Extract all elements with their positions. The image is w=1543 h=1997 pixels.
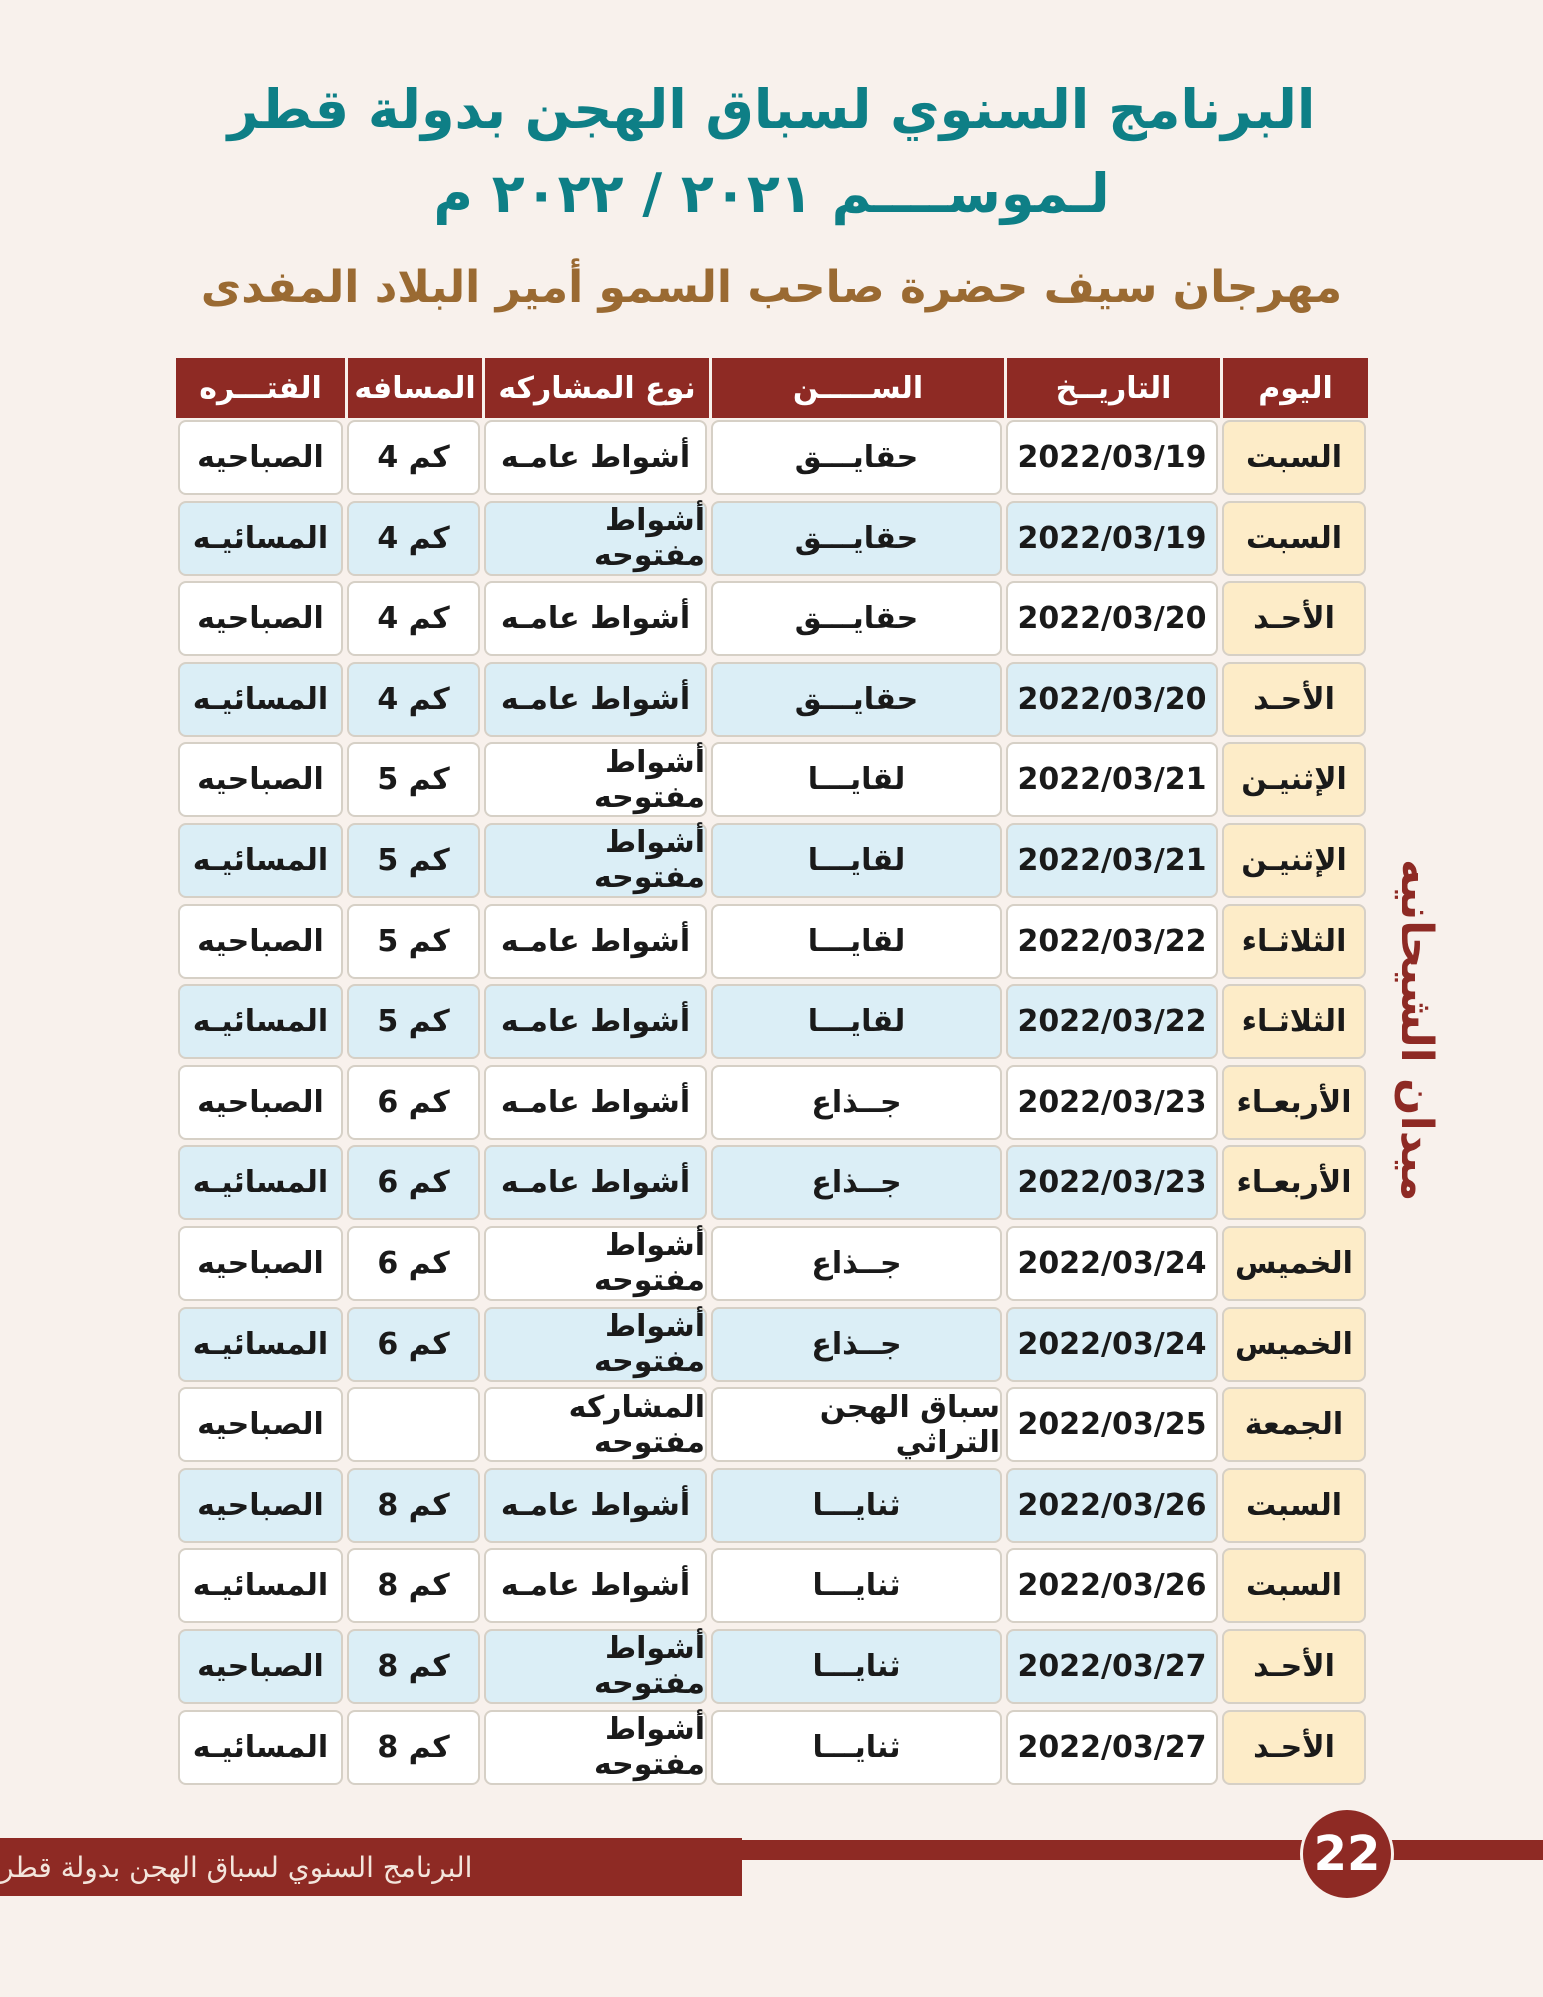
cell-age: لقايـــا — [711, 742, 1002, 817]
cell-age: جــذاع — [711, 1226, 1002, 1301]
cell-type: أشواط عامـه — [484, 1548, 707, 1623]
table-row — [176, 1708, 1368, 1789]
cell-age: جــذاع — [711, 1307, 1002, 1382]
cell-type: أشواط عامـه — [484, 984, 707, 1059]
cell-age: ثنايـــا — [711, 1629, 1002, 1704]
cell-type: أشواط مفتوحه — [484, 1710, 707, 1785]
cell-period: الصباحيه — [178, 420, 343, 495]
cell-date: 2022/03/19 — [1006, 420, 1218, 495]
cell-date: 2022/03/23 — [1006, 1145, 1218, 1220]
cell-date: 2022/03/22 — [1006, 904, 1218, 979]
cell-day: الأربعـاء — [1222, 1065, 1366, 1140]
cell-date: 2022/03/20 — [1006, 581, 1218, 656]
cell-age: جــذاع — [711, 1145, 1002, 1220]
cell-date: 2022/03/26 — [1006, 1548, 1218, 1623]
cell-distance: 6 كم — [347, 1065, 480, 1140]
cell-distance: 8 كم — [347, 1629, 480, 1704]
cell-type: أشواط مفتوحه — [484, 742, 707, 817]
cell-distance: 4 كم — [347, 581, 480, 656]
cell-day: السبت — [1222, 1468, 1366, 1543]
table-row — [176, 1627, 1368, 1708]
cell-period: الصباحيه — [178, 1468, 343, 1543]
cell-date: 2022/03/26 — [1006, 1468, 1218, 1543]
table-row — [176, 418, 1368, 499]
cell-day: الأربعـاء — [1222, 1145, 1366, 1220]
cell-age: لقايـــا — [711, 823, 1002, 898]
cell-type: أشواط مفتوحه — [484, 1629, 707, 1704]
cell-age: حقايـــق — [711, 662, 1002, 737]
table-row — [176, 660, 1368, 741]
cell-period: الصباحيه — [178, 1629, 343, 1704]
cell-age: حقايـــق — [711, 420, 1002, 495]
table-row — [176, 740, 1368, 821]
cell-day: الثلاثـاء — [1222, 904, 1366, 979]
cell-distance: 8 كم — [347, 1468, 480, 1543]
header-date: التاريــخ — [1004, 358, 1220, 418]
cell-date: 2022/03/22 — [1006, 984, 1218, 1059]
cell-day: الأحـد — [1222, 1710, 1366, 1785]
table-body — [176, 418, 1368, 1788]
header-distance: المسافه — [345, 358, 482, 418]
cell-type: أشواط عامـه — [484, 1145, 707, 1220]
cell-day: الأحـد — [1222, 581, 1366, 656]
table-header — [176, 358, 1368, 418]
header-age: الســـــن — [709, 358, 1004, 418]
cell-distance: 5 كم — [347, 984, 480, 1059]
cell-period: المسائيـه — [178, 1548, 343, 1623]
cell-distance: 8 كم — [347, 1710, 480, 1785]
cell-date: 2022/03/24 — [1006, 1307, 1218, 1382]
table-row — [176, 1546, 1368, 1627]
cell-distance: 6 كم — [347, 1307, 480, 1382]
cell-period: الصباحيه — [178, 1387, 343, 1462]
cell-age: جــذاع — [711, 1065, 1002, 1140]
cell-date: 2022/03/21 — [1006, 742, 1218, 817]
cell-age: لقايـــا — [711, 984, 1002, 1059]
cell-day: السبت — [1222, 501, 1366, 576]
table-row — [176, 579, 1368, 660]
cell-type: أشواط عامـه — [484, 581, 707, 656]
cell-period: المسائيـه — [178, 1307, 343, 1382]
cell-type: المشاركه مفتوحه — [484, 1387, 707, 1462]
table-row — [176, 499, 1368, 580]
cell-date: 2022/03/20 — [1006, 662, 1218, 737]
header-day: اليوم — [1220, 358, 1368, 418]
venue-label: ميدان الشيحانيه — [1391, 858, 1442, 1202]
cell-day: الأحـد — [1222, 1629, 1366, 1704]
cell-period: الصباحيه — [178, 742, 343, 817]
cell-age: ثنايـــا — [711, 1710, 1002, 1785]
cell-distance: 5 كم — [347, 904, 480, 979]
cell-period: المسائيـه — [178, 1710, 343, 1785]
cell-type: أشواط عامـه — [484, 1468, 707, 1543]
cell-period: الصباحيه — [178, 1226, 343, 1301]
cell-type: أشواط مفتوحه — [484, 1307, 707, 1382]
cell-day: الإثنيـن — [1222, 742, 1366, 817]
festival-subtitle: مهرجان سيف حضرة صاحب السمو أمير البلاد المفدى — [200, 262, 1343, 313]
cell-age: ثنايـــا — [711, 1548, 1002, 1623]
cell-day: السبت — [1222, 420, 1366, 495]
footer-text: البرنامج السنوي لسباق الهجن بدولة قطر — [0, 1838, 742, 1896]
cell-age: ثنايـــا — [711, 1468, 1002, 1543]
cell-day: الثلاثـاء — [1222, 984, 1366, 1059]
cell-distance: 4 كم — [347, 662, 480, 737]
cell-distance: 5 كم — [347, 823, 480, 898]
header-period: الفتـــره — [199, 370, 322, 406]
cell-date: 2022/03/27 — [1006, 1710, 1218, 1785]
cell-day: الإثنيـن — [1222, 823, 1366, 898]
table-row — [176, 1466, 1368, 1547]
cell-day: الأحـد — [1222, 662, 1366, 737]
cell-day: الخميس — [1222, 1307, 1366, 1382]
cell-period: المسائيـه — [178, 823, 343, 898]
table-row — [176, 1063, 1368, 1144]
cell-period: الصباحيه — [178, 904, 343, 979]
cell-distance: 6 كم — [347, 1145, 480, 1220]
cell-day: الجمعة — [1222, 1387, 1366, 1462]
cell-period: المسائيـه — [178, 501, 343, 576]
cell-distance: 8 كم — [347, 1548, 480, 1623]
cell-distance — [347, 1387, 480, 1462]
cell-age: حقايـــق — [711, 501, 1002, 576]
schedule-table — [176, 358, 1368, 1788]
cell-type: أشواط عامـه — [484, 1065, 707, 1140]
cell-age: لقايـــا — [711, 904, 1002, 979]
cell-distance: 4 كم — [347, 420, 480, 495]
table-row — [176, 1143, 1368, 1224]
cell-period: المسائيـه — [178, 1145, 343, 1220]
header-type: نوع المشاركه — [482, 358, 709, 418]
table-row — [176, 1224, 1368, 1305]
table-row — [176, 1385, 1368, 1466]
cell-distance: 5 كم — [347, 742, 480, 817]
cell-age: حقايـــق — [711, 581, 1002, 656]
page-number: 22 — [1300, 1807, 1394, 1901]
cell-day: الخميس — [1222, 1226, 1366, 1301]
cell-date: 2022/03/21 — [1006, 823, 1218, 898]
cell-type: أشواط مفتوحه — [484, 823, 707, 898]
cell-distance: 4 كم — [347, 501, 480, 576]
cell-type: أشواط عامـه — [484, 662, 707, 737]
cell-type: أشواط مفتوحه — [484, 501, 707, 576]
cell-period: الصباحيه — [178, 581, 343, 656]
cell-type: أشواط مفتوحه — [484, 1226, 707, 1301]
table-row — [176, 1305, 1368, 1386]
cell-age: سباق الهجن التراثي — [711, 1387, 1002, 1462]
cell-period: الصباحيه — [178, 1065, 343, 1140]
cell-period: المسائيـه — [178, 984, 343, 1059]
cell-date: 2022/03/19 — [1006, 501, 1218, 576]
page-title: البرنامج السنوي لسباق الهجن بدولة قطر — [227, 78, 1316, 141]
cell-type: أشواط عامـه — [484, 904, 707, 979]
table-row — [176, 902, 1368, 983]
table-row — [176, 821, 1368, 902]
season-title: لـموســــم ٢٠٢١ / ٢٠٢٢ م — [433, 162, 1110, 225]
cell-type: أشواط عامـه — [484, 420, 707, 495]
cell-date: 2022/03/24 — [1006, 1226, 1218, 1301]
cell-date: 2022/03/23 — [1006, 1065, 1218, 1140]
cell-distance: 6 كم — [347, 1226, 480, 1301]
table-row — [176, 982, 1368, 1063]
cell-date: 2022/03/27 — [1006, 1629, 1218, 1704]
cell-date: 2022/03/25 — [1006, 1387, 1218, 1462]
cell-period: المسائيـه — [178, 662, 343, 737]
cell-day: السبت — [1222, 1548, 1366, 1623]
